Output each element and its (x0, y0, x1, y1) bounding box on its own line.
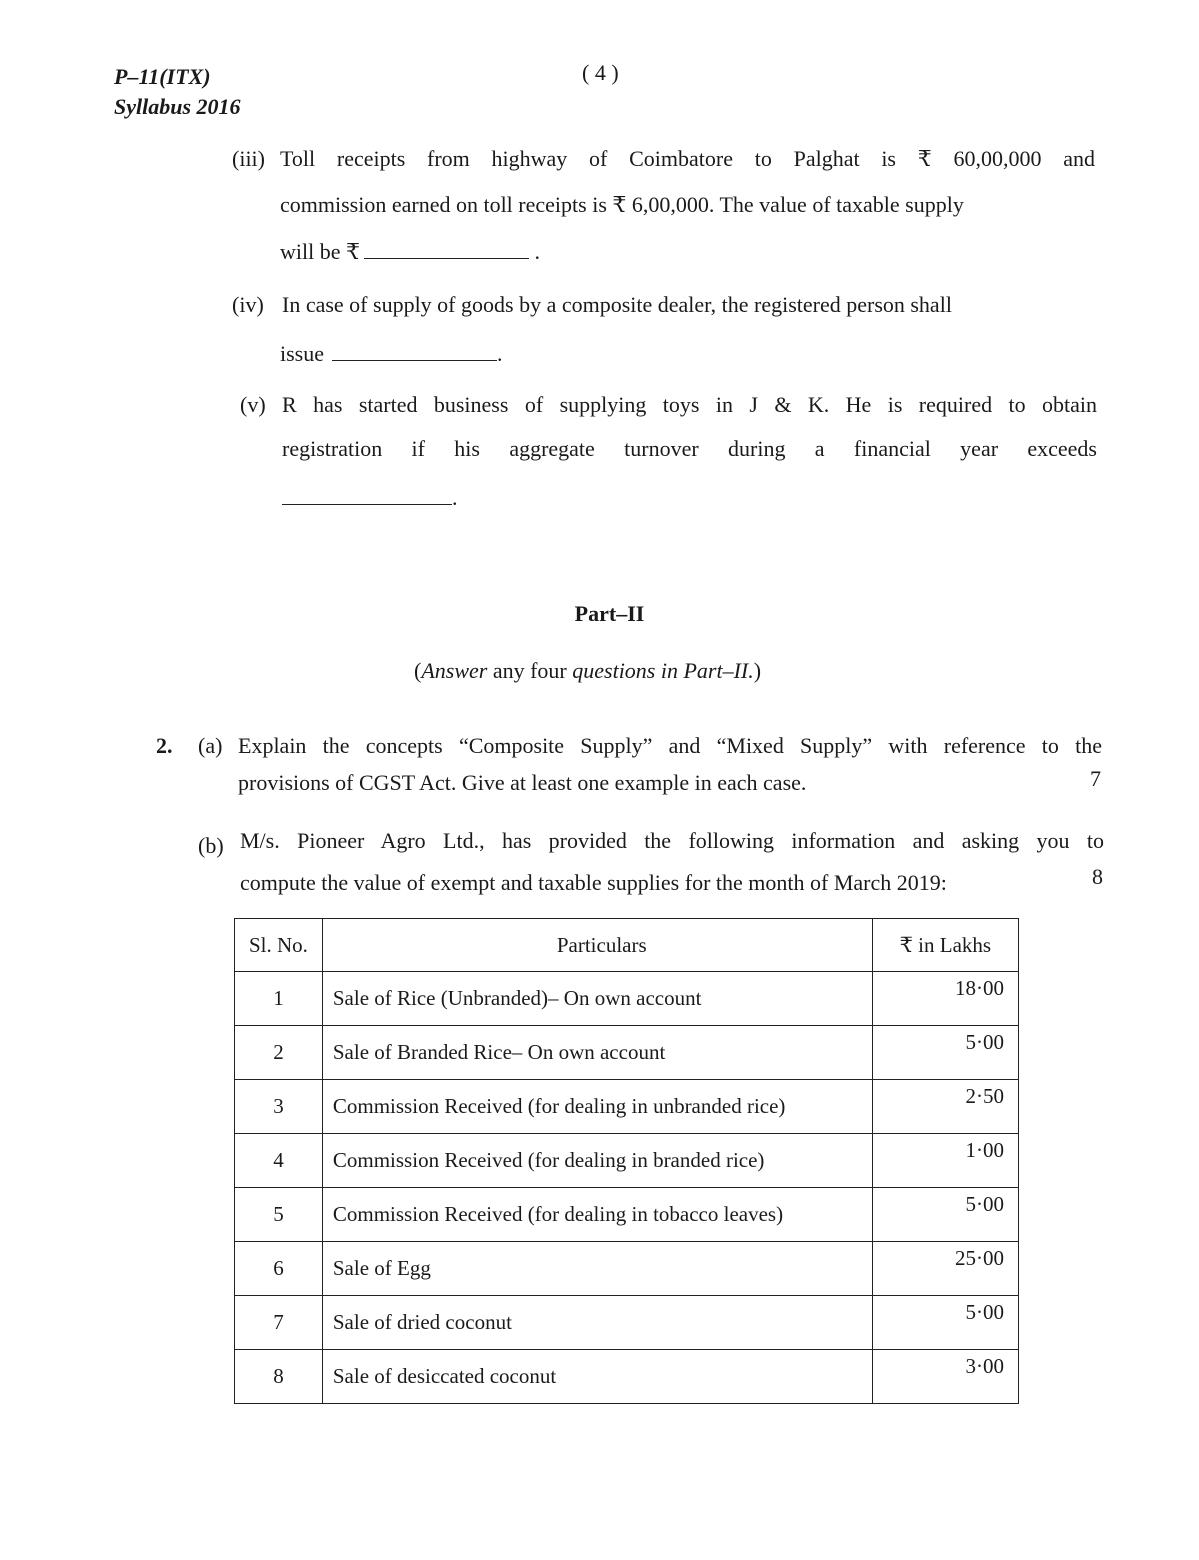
question-v-line3 (282, 484, 458, 511)
row-amount: 1·00 (872, 1134, 1018, 1188)
row-sl-no: 2 (235, 1026, 323, 1080)
table-row (235, 1026, 1019, 1080)
header-amount: ₹ in Lakhs (872, 919, 1018, 972)
question-iv-number: (iv) (232, 292, 264, 317)
row-amount: 5·00 (872, 1188, 1018, 1242)
page-number: ( 4 ) (582, 60, 619, 85)
question-iv-prefix: issue (280, 341, 324, 366)
question-2b-label: (b) (198, 833, 224, 858)
question-2a-line2: provisions of CGST Act. Give at least one example in each case. (238, 770, 807, 795)
question-2b-marks: 8 (1092, 864, 1103, 889)
header-particulars: Particulars (322, 919, 872, 972)
question-iv-line2 (280, 340, 503, 367)
instruction-any-four: any four (487, 658, 573, 683)
question-iv-end: . (497, 341, 503, 366)
row-sl-no: 5 (235, 1188, 323, 1242)
row-amount: 25·00 (872, 1242, 1018, 1296)
question-2a-label: (a) (198, 733, 223, 758)
row-amount: 2·50 (872, 1080, 1018, 1134)
row-sl-no: 3 (235, 1080, 323, 1134)
row-particular: Commission Received (for dealing in unbranded rice) (322, 1080, 872, 1134)
question-iii-line1: Toll receipts from highway of Coimbatore to Palghat is ₹ 60,00,000 and (280, 146, 1095, 171)
instruction-close: ) (753, 658, 762, 683)
instruction-questions: questions in Part–II. (572, 658, 754, 683)
syllabus-label: Syllabus 2016 (114, 94, 241, 119)
question-iii-line2: commission earned on toll receipts is ₹ 6,00,000. The value of taxable supply (280, 192, 964, 217)
paper-code: P–11(ITX) (114, 64, 211, 89)
row-sl-no: 7 (235, 1296, 323, 1350)
question-iii-number: (iii) (232, 146, 265, 171)
row-particular: Sale of Egg (322, 1242, 872, 1296)
header-sl-no: Sl. No. (235, 919, 323, 972)
table-row (235, 1350, 1019, 1404)
table-row (235, 972, 1019, 1026)
row-sl-no: 1 (235, 972, 323, 1026)
answer-blank-iii[interactable] (364, 238, 529, 259)
question-v-line2: registration if his aggregate turnover during a financial year exceeds (282, 436, 1097, 461)
table-row (235, 1080, 1019, 1134)
question-v-number: (v) (240, 392, 266, 417)
row-sl-no: 6 (235, 1242, 323, 1296)
question-2a-line1: Explain the concepts “Composite Supply” and “Mixed Supply” with reference to the (238, 733, 1102, 758)
instruction-open: ( (414, 658, 422, 683)
question-2b-line1: M/s. Pioneer Agro Ltd., has provided the following information and asking you to (240, 828, 1104, 853)
question-2a-marks: 7 (1090, 766, 1101, 791)
question-iii-prefix: will be ₹ (280, 239, 360, 264)
answer-blank-v[interactable] (282, 484, 452, 505)
supplies-table (234, 918, 1019, 1404)
question-2-number: 2. (156, 733, 173, 758)
table-row (235, 1134, 1019, 1188)
row-sl-no: 4 (235, 1134, 323, 1188)
part-ii-title: Part–II (574, 601, 645, 626)
answer-blank-iv[interactable] (332, 340, 497, 361)
part-ii-instruction (414, 658, 761, 684)
table-row (235, 1188, 1019, 1242)
row-particular: Commission Received (for dealing in tobacco leaves) (322, 1188, 872, 1242)
row-amount: 3·00 (872, 1350, 1018, 1404)
question-iii-end: . (534, 239, 540, 264)
table-header-row (235, 919, 1019, 972)
table-row (235, 1242, 1019, 1296)
row-particular: Sale of desiccated coconut (322, 1350, 872, 1404)
question-v-end: . (452, 485, 458, 510)
row-particular: Commission Received (for dealing in branded rice) (322, 1134, 872, 1188)
row-particular: Sale of Rice (Unbranded)– On own account (322, 972, 872, 1026)
row-amount: 5·00 (872, 1026, 1018, 1080)
row-particular: Sale of dried coconut (322, 1296, 872, 1350)
question-iv-line1: In case of supply of goods by a composite dealer, the registered person shall (282, 292, 952, 317)
question-2b-line2: compute the value of exempt and taxable supplies for the month of March 2019: (240, 870, 947, 895)
question-v-line1: R has started business of supplying toys in J & K. He is required to obtain (282, 392, 1097, 417)
table-row (235, 1296, 1019, 1350)
row-amount: 5·00 (872, 1296, 1018, 1350)
question-iii-line3 (280, 238, 540, 265)
row-amount: 18·00 (872, 972, 1018, 1026)
instruction-answer: Answer (421, 658, 488, 683)
row-particular: Sale of Branded Rice– On own account (322, 1026, 872, 1080)
row-sl-no: 8 (235, 1350, 323, 1404)
